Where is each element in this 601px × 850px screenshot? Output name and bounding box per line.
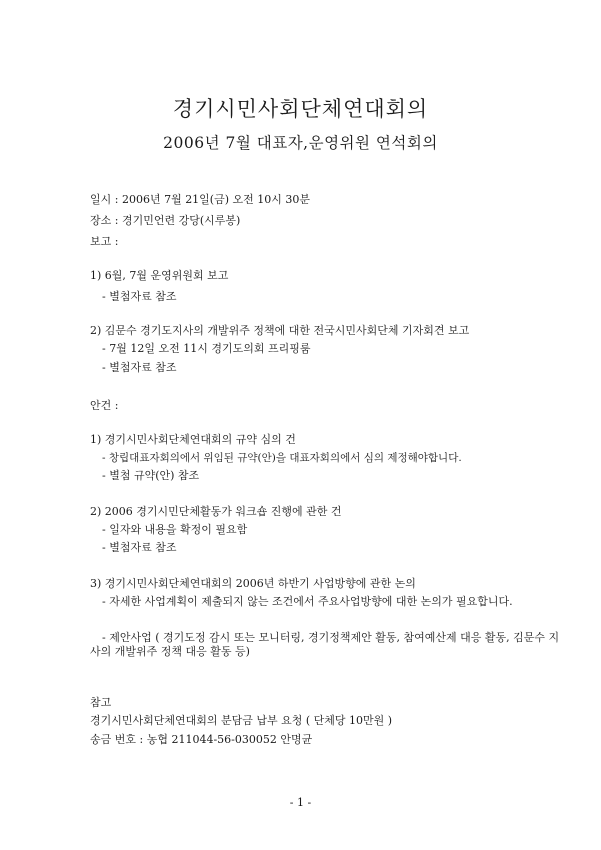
agenda-1-note-1: - 창립대표자회의에서 위임된 규약(안)을 대표자회의에서 심의 제정해야합니다. — [102, 452, 462, 464]
report-2-heading: 2) 김문수 경기도지사의 개발위주 정책에 대한 전국시민사회단체 기자회견 보고 — [90, 324, 470, 337]
agenda-3-note-1: - 자세한 사업계획이 제출되지 않는 조건에서 주요사업방향에 대한 논의가 필요합니다. — [102, 595, 513, 608]
document-subtitle: 2006년 7월 대표자,운영위원 연석회의 — [163, 134, 438, 152]
page-number: - 1 - — [289, 796, 312, 809]
meeting-date: 일시 : 2006년 7월 21일(금) 오전 10시 30분 — [90, 193, 311, 206]
agenda-3-note-2: - 제안사업 ( 경기도정 감시 또는 모니터링, 경기정책제안 활동, 참여예산제 대응 활동, 김문수 지사의 개발위주 정책 대응 활동 등) — [90, 631, 560, 658]
meeting-place: 장소 : 경기민언련 강당(시루봉) — [90, 214, 241, 227]
notice-line-2: 송금 번호 : 농협 211044-56-030052 안명균 — [90, 733, 313, 746]
notice-line-1: 경기시민사회단체연대회의 분담금 납부 요청 ( 단체당 10만원 ) — [90, 714, 393, 727]
agenda-2-note-2: - 별첨자료 참조 — [102, 541, 177, 554]
agenda-1-note-2: - 별첨 규약(안) 참조 — [102, 469, 200, 482]
agenda-3-heading: 3) 경기시민사회단체연대회의 2006년 하반기 사업방향에 관한 논의 — [90, 577, 416, 590]
agenda-2-note-1: - 일자와 내용을 확정이 필요함 — [102, 523, 248, 536]
report-2-note-1: - 7월 12일 오전 11시 경기도의회 프리핑룸 — [102, 342, 311, 355]
notice-label: 참고 — [90, 696, 112, 709]
report-1-note-1: - 별첨자료 참조 — [102, 290, 177, 303]
report-2-note-2: - 별첨자료 참조 — [102, 361, 177, 374]
report-1-heading: 1) 6월, 7월 운영위원회 보고 — [90, 269, 229, 282]
agenda-1-heading: 1) 경기시민사회단체연대회의 규약 심의 건 — [90, 433, 296, 446]
document-title: 경기시민사회단체연대회의 — [172, 97, 429, 121]
agenda-2-heading: 2) 2006 경기시민단체활동가 워크숍 진행에 관한 건 — [90, 505, 342, 518]
report-label: 보고 : — [90, 235, 119, 248]
agenda-label: 안건 : — [90, 399, 119, 412]
